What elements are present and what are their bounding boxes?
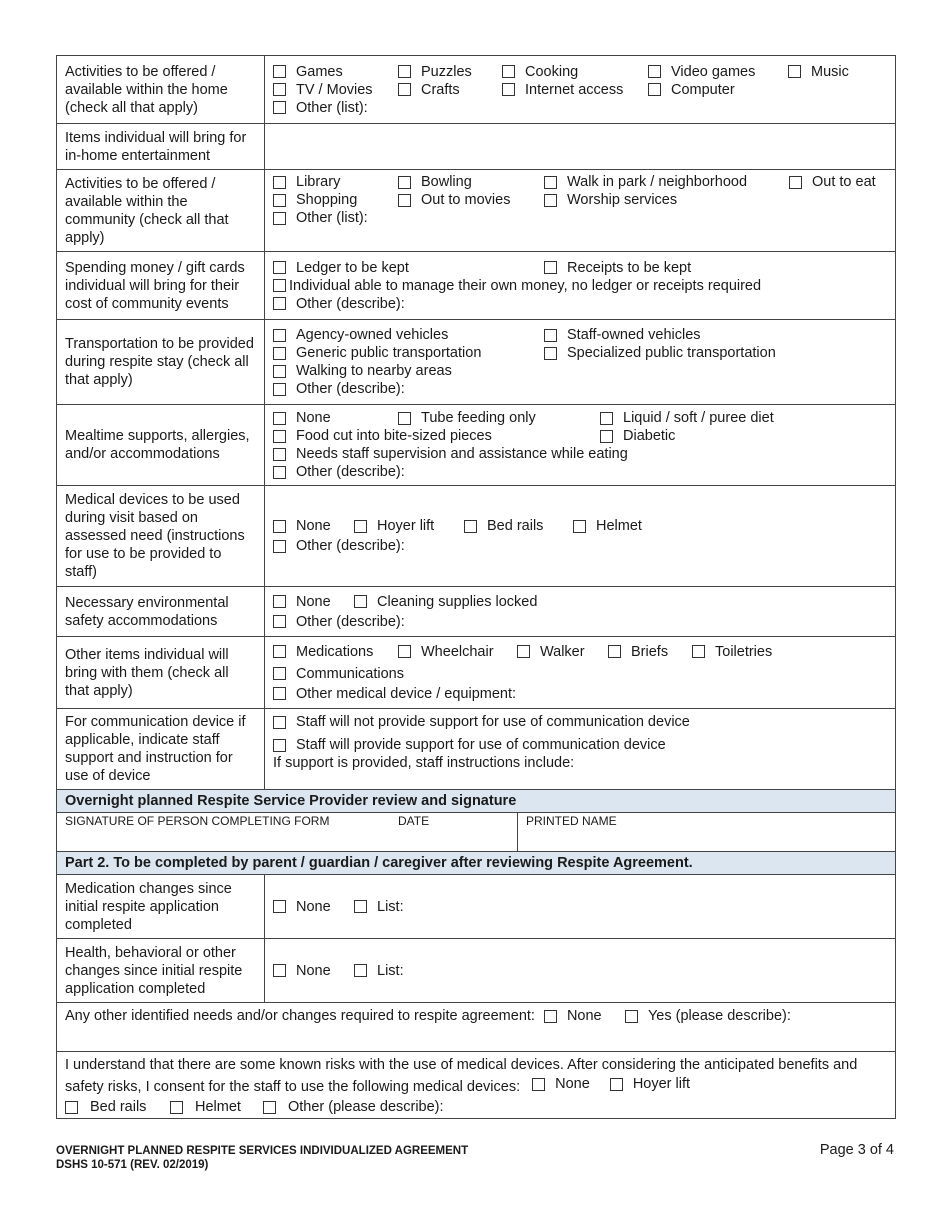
spending-money-label: Spending money / gift cards individual will bring for their cost of community events [57,252,265,319]
checkbox-specialized-public-transport[interactable]: Specialized public transportation [544,344,776,362]
checkbox-generic-public-transport[interactable]: Generic public transportation [273,344,544,362]
checkbox-comm-support[interactable]: Staff will provide support for use of communication device [273,736,666,754]
checkbox-consent-other[interactable]: Other (please describe): [263,1098,444,1117]
checkbox-hoyer-lift[interactable]: Hoyer lift [354,517,464,535]
checkbox-internet-access[interactable]: Internet access [502,81,648,99]
checkbox-staff-supervision[interactable]: Needs staff supervision and assistance while eating [273,445,628,463]
checkbox-puzzles[interactable]: Puzzles [398,63,502,81]
checkbox-receipts[interactable]: Receipts to be kept [544,259,691,277]
row-spending-money [57,251,895,319]
items-field[interactable] [265,124,895,169]
footer-code: DSHS 10-571 (REV. 02/2019) [56,1159,209,1171]
checkbox-staff-vehicles[interactable]: Staff-owned vehicles [544,326,701,344]
health-changes-label: Health, behavioral or other changes since initial respite application completed [57,939,265,1002]
checkbox-wheelchair[interactable]: Wheelchair [398,643,517,661]
checkbox-medications[interactable]: Medications [273,643,398,661]
checkbox-food-cut[interactable]: Food cut into bite-sized pieces [273,427,600,445]
row-other-needs [57,1002,895,1051]
row-medication-changes [57,874,895,938]
row-mealtime [57,404,895,485]
checkbox-music[interactable]: Music [788,63,849,81]
checkbox-crafts[interactable]: Crafts [398,81,502,99]
checkbox-tv-movies[interactable]: TV / Movies [273,81,398,99]
checkbox-meal-other[interactable]: Other (describe): [273,463,405,481]
other-needs-text: Any other identified needs and/or changes required to respite agreement: [65,1008,535,1024]
checkbox-diabetic[interactable]: Diabetic [600,427,675,445]
checkbox-bowling[interactable]: Bowling [398,173,544,191]
row-home-activities [57,56,895,123]
checkbox-manage-own-money[interactable]: Individual able to manage their own money, no ledger or receipts required [273,277,761,295]
checkbox-no-comm-support[interactable]: Staff will not provide support for use of communication device [273,713,690,731]
checkbox-agency-vehicles[interactable]: Agency-owned vehicles [273,326,544,344]
medication-changes-label: Medication changes since initial respite application completed [57,875,265,938]
printed-name-field[interactable] [518,813,895,851]
checkbox-library[interactable]: Library [273,173,398,191]
row-transportation [57,319,895,404]
signature-label: SIGNATURE OF PERSON COMPLETING FORM [65,814,330,828]
checkbox-health-none[interactable]: None [273,962,354,980]
checkbox-home-other[interactable]: Other (list): [273,99,368,117]
date-label: DATE [398,814,430,828]
checkbox-needs-none[interactable]: None [544,1007,625,1026]
checkbox-video-games[interactable]: Video games [648,63,788,81]
checkbox-needs-yes[interactable]: Yes (please describe): [625,1007,791,1026]
row-health-changes [57,938,895,1002]
checkbox-shopping[interactable]: Shopping [273,191,398,209]
checkbox-devices-none[interactable]: None [273,517,354,535]
page-number: Page 3 of 4 [819,1142,894,1158]
row-environmental [57,586,895,636]
checkbox-health-list[interactable]: List: [354,962,404,980]
checkbox-ledger[interactable]: Ledger to be kept [273,259,544,277]
row-community-activities [57,169,895,251]
checkbox-liquid-diet[interactable]: Liquid / soft / puree diet [600,409,774,427]
footer [56,1144,894,1172]
consent-text: I understand that there are some known risks with the use of medical devices. After considering the anticipated benefits and safety risks, I consent for the staff to use the following medical devices: [65,1057,858,1095]
comm-instructions-note: If support is provided, staff instructions include: [273,755,575,771]
checkbox-cooking[interactable]: Cooking [502,63,648,81]
checkbox-med-none[interactable]: None [273,898,354,916]
checkbox-med-list[interactable]: List: [354,898,404,916]
mealtime-label: Mealtime supports, allergies, and/or accommodations [57,405,265,485]
checkbox-cleaning-supplies[interactable]: Cleaning supplies locked [354,593,537,611]
row-other-items [57,636,895,708]
other-items-label: Other items individual will bring with them (check all that apply) [57,637,265,708]
checkbox-helmet[interactable]: Helmet [573,517,642,535]
checkbox-communications[interactable]: Communications [273,665,404,683]
items-label: Items individual will bring for in-home entertainment [57,124,265,169]
checkbox-meal-none[interactable]: None [273,409,398,427]
checkbox-devices-other[interactable]: Other (describe): [273,537,405,555]
signature-row [57,812,895,851]
community-activities-label: Activities to be offered / available within the community (check all that apply) [57,170,265,251]
printed-name-label: PRINTED NAME [526,814,617,828]
checkbox-transport-other[interactable]: Other (describe): [273,380,405,398]
environmental-label: Necessary environmental safety accommodations [57,587,265,636]
checkbox-games[interactable]: Games [273,63,398,81]
checkbox-computer[interactable]: Computer [648,81,735,99]
checkbox-walker[interactable]: Walker [517,643,608,661]
footer-title: OVERNIGHT PLANNED RESPITE SERVICES INDIVIDUALIZED AGREEMENT [56,1145,469,1157]
checkbox-consent-hoyer-lift[interactable]: Hoyer lift [610,1075,690,1094]
checkbox-walking[interactable]: Walking to nearby areas [273,362,452,380]
communication-device-label: For communication device if applicable, indicate staff support and instruction for use of device [57,709,265,789]
checkbox-consent-none[interactable]: None [532,1075,590,1094]
row-consent [57,1051,895,1118]
signature-field[interactable] [57,813,518,851]
checkbox-walk-in-park[interactable]: Walk in park / neighborhood [544,173,789,191]
checkbox-consent-bed-rails[interactable]: Bed rails [65,1098,170,1117]
medical-devices-label: Medical devices to be used during visit based on assessed need (instructions for use to be provided to staff) [57,486,265,586]
row-communication-device [57,708,895,789]
home-activities-label: Activities to be offered / available within the home (check all that apply) [57,56,265,123]
transportation-label: Transportation to be provided during respite stay (check all that apply) [57,320,265,404]
checkbox-env-none[interactable]: None [273,593,354,611]
checkbox-briefs[interactable]: Briefs [608,643,692,661]
row-items [57,123,895,169]
provider-section-header: Overnight planned Respite Service Provider review and signature [57,789,895,812]
checkbox-env-other[interactable]: Other (describe): [273,613,405,631]
checkbox-toiletries[interactable]: Toiletries [692,643,772,661]
checkbox-money-other[interactable]: Other (describe): [273,295,405,313]
checkbox-other-device[interactable]: Other medical device / equipment: [273,685,516,703]
checkbox-worship-services[interactable]: Worship services [544,191,677,209]
checkbox-tube-feeding[interactable]: Tube feeding only [398,409,600,427]
checkbox-out-to-movies[interactable]: Out to movies [398,191,544,209]
checkbox-community-other[interactable]: Other (list): [273,209,368,227]
row-medical-devices [57,485,895,586]
checkbox-consent-helmet[interactable]: Helmet [170,1098,263,1117]
checkbox-bed-rails[interactable]: Bed rails [464,517,573,535]
respite-form [56,55,896,1119]
checkbox-out-to-eat[interactable]: Out to eat [789,173,876,191]
part2-header: Part 2. To be completed by parent / guardian / caregiver after reviewing Respite Agreement. [57,851,895,874]
